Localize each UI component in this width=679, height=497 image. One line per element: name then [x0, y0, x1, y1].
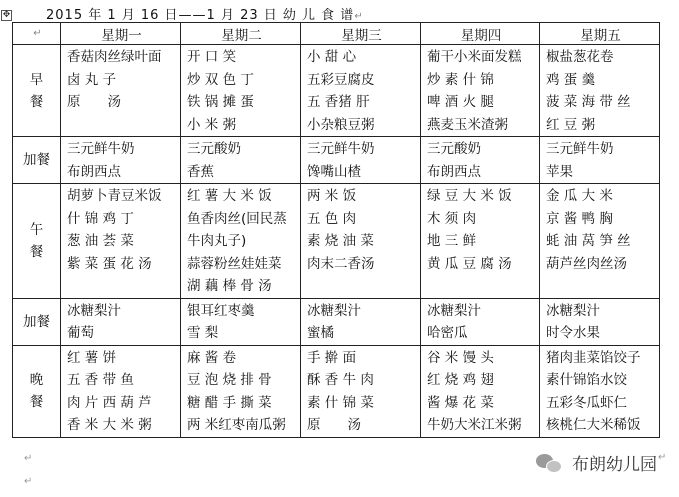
menu-cell: [61, 298, 181, 345]
dish-line: 冰糖梨汁: [67, 302, 121, 319]
menu-cell: [301, 184, 421, 299]
meal-row-snack-morning: [13, 137, 660, 184]
dish-line: 燕麦玉米渣粥: [427, 116, 508, 133]
dish-line: 五 色 肉: [307, 210, 357, 227]
day-header: 星期二: [181, 23, 301, 45]
menu-cell: [421, 45, 540, 137]
dish-line: 黄 瓜 豆 腐 汤: [427, 255, 512, 272]
dish-line: 两 米 饭: [307, 188, 357, 204]
dish-line: 葫芦丝肉丝汤: [546, 255, 627, 272]
dish-line: 两 米红枣南瓜粥: [187, 417, 286, 433]
dish-line: 冰糖梨汁: [307, 302, 361, 319]
meal-label-char: 餐: [29, 394, 44, 410]
menu-cell: [421, 184, 540, 299]
menu-cell: [61, 345, 181, 437]
dish-line: 三元酸奶: [187, 141, 241, 157]
dish-line: 酱 爆 花 菜: [427, 394, 494, 411]
dish-line: 葡萄: [67, 325, 94, 341]
dish-line: 鱼香肉丝(回民蒸: [187, 210, 287, 227]
dish-line: 布朗西点: [427, 163, 481, 180]
meal-label-char: 加餐: [23, 152, 50, 168]
dish-line: 京 酱 鸭 胸: [546, 210, 613, 227]
meal-label-char: 早: [29, 71, 44, 88]
dish-line: 蚝 油 莴 笋 丝: [546, 233, 631, 249]
dish-line: 银耳红枣羹: [187, 302, 255, 319]
dish-line: 香蕉: [187, 163, 214, 180]
menu-cell: [421, 298, 540, 345]
dish-line: 木 须 肉: [427, 210, 477, 227]
dish-line: 红 豆 粥: [546, 116, 596, 133]
dish-line: 手 擀 面: [307, 349, 357, 366]
dish-line: 肉末二香汤: [307, 255, 375, 272]
dish-line: 小 甜 心: [307, 49, 357, 65]
dish-line: 炒 素 什 锦: [427, 71, 494, 88]
menu-cell: [301, 45, 421, 137]
dish-line: 啤 酒 火 腿: [427, 94, 494, 110]
meal-label-char: 晚: [29, 372, 44, 388]
day-header: 星期一: [61, 23, 181, 45]
dish-line: 核桃仁大米稀饭: [546, 417, 641, 433]
meal-label: [13, 345, 61, 437]
dish-line: 炒 双 色 丁: [187, 71, 254, 88]
header-row: [13, 23, 660, 45]
dish-line: 小 米 粥: [187, 116, 237, 133]
dish-line: 五彩冬瓜虾仁: [546, 394, 627, 411]
dish-line: 麻 酱 卷: [187, 349, 237, 366]
dish-line: 绿 豆 大 米 饭: [427, 188, 512, 204]
menu-cell: [181, 345, 301, 437]
dish-line: 糖 醋 手 撕 菜: [187, 394, 272, 411]
meal-label-char: 午: [29, 221, 44, 238]
menu-cell: [181, 184, 301, 299]
meal-label: [13, 137, 61, 184]
menu-cell: [540, 137, 660, 184]
dish-line: 冰糖梨汁: [427, 302, 481, 319]
dish-line: 葡干小米面发糕: [427, 49, 522, 65]
dish-line: 红 薯 大 米 饭: [187, 188, 272, 204]
dish-line: 鸡 蛋 羹: [546, 71, 596, 88]
meal-label: [13, 45, 61, 137]
dish-line: 冰糖梨汁: [546, 302, 600, 319]
menu-cell: [540, 298, 660, 345]
dish-line: 牛奶大米江米粥: [427, 417, 522, 433]
meal-label-char: 餐: [29, 243, 44, 260]
meal-row-breakfast: [13, 45, 660, 137]
menu-cell: [421, 137, 540, 184]
menu-cell: [301, 137, 421, 184]
menu-cell: [421, 345, 540, 437]
dish-line: 湖 藕 棒 骨 汤: [187, 278, 272, 294]
dish-line: 菠 菜 海 带 丝: [546, 94, 631, 110]
menu-cell: [61, 184, 181, 299]
menu-cell: [301, 345, 421, 437]
meal-row-dinner: [13, 345, 660, 437]
dish-line: 什 锦 鸡 丁: [67, 210, 134, 227]
dish-line: 香菇肉丝绿叶面: [67, 49, 162, 65]
dish-line: 哈密瓜: [427, 325, 468, 341]
dish-line: 蒜蓉粉丝娃娃菜: [187, 255, 282, 272]
menu-table: [12, 22, 660, 438]
dish-line: 地 三 鲜: [427, 233, 477, 249]
dish-line: 胡萝卜青豆米饭: [67, 188, 162, 204]
dish-line: 五彩豆腐皮: [307, 71, 375, 88]
dish-line: 三元鲜牛奶: [546, 141, 614, 157]
dish-line: 原 汤: [307, 417, 361, 433]
dish-line: 素 烧 油 菜: [307, 233, 374, 249]
dish-line: 肉 片 西 葫 芦: [67, 394, 152, 411]
dish-line: 开 口 笑: [187, 49, 237, 65]
menu-cell: [301, 298, 421, 345]
day-header: 星期三: [301, 23, 421, 45]
day-header: 星期五: [540, 23, 660, 45]
meal-label-char: 餐: [29, 93, 44, 110]
meal-label: [13, 184, 61, 299]
dish-line: 小杂粮豆粥: [307, 116, 375, 133]
watermark: [536, 450, 657, 475]
menu-cell: [181, 137, 301, 184]
end-mark: ↵: [658, 452, 667, 463]
menu-cell: [181, 45, 301, 137]
dish-line: 葱 油 荟 菜: [67, 233, 134, 249]
wechat-icon: [536, 452, 564, 474]
meal-row-lunch: [13, 184, 660, 299]
dish-line: 时令水果: [546, 325, 600, 341]
corner-cell: ↵: [13, 23, 61, 45]
menu-cell: [540, 45, 660, 137]
day-header: 星期四: [421, 23, 540, 45]
dish-line: 雪 梨: [187, 325, 219, 341]
page-title: 2015 年 1 月 16 日——1 月 23 日 幼 儿 食 谱↵: [46, 8, 364, 23]
dish-line: 牛肉丸子): [187, 233, 247, 249]
dish-line: 素什锦馅水饺: [546, 372, 627, 388]
dish-line: 素 什 锦 菜: [307, 394, 374, 411]
end-mark: ↵: [24, 476, 33, 487]
menu-cell: [61, 137, 181, 184]
dish-line: 布朗西点: [67, 163, 121, 180]
dish-line: 豆 泡 烧 排 骨: [187, 372, 272, 388]
dish-line: 五 香 带 鱼: [67, 372, 134, 388]
table-move-handle[interactable]: ✥: [2, 10, 11, 20]
dish-line: 三元鲜牛奶: [307, 141, 375, 157]
menu-cell: [61, 45, 181, 137]
dish-line: 谷 米 馒 头: [427, 349, 494, 366]
menu-cell: [540, 184, 660, 299]
dish-line: 金 瓜 大 米: [546, 188, 613, 204]
menu-cell: [540, 345, 660, 437]
dish-line: 香 米 大 米 粥: [67, 417, 152, 433]
dish-line: 酥 香 牛 肉: [307, 372, 374, 388]
dish-line: 铁 锅 摊 蛋: [187, 94, 254, 110]
dish-line: 卤 丸 子: [67, 71, 117, 88]
dish-line: 原 汤: [67, 94, 121, 110]
dish-line: 苹果: [546, 163, 573, 180]
dish-line: 红 薯 饼: [67, 349, 117, 366]
dish-line: 三元鲜牛奶: [67, 141, 135, 157]
dish-line: 三元酸奶: [427, 141, 481, 157]
watermark-text: 布朗幼儿园: [572, 455, 657, 475]
dish-line: 红 烧 鸡 翅: [427, 372, 494, 388]
end-mark: ↵: [24, 453, 33, 464]
dish-line: 馋嘴山楂: [307, 163, 361, 180]
dish-line: 蜜橘: [307, 325, 334, 341]
meal-label: [13, 298, 61, 345]
dish-line: 猪肉韭菜馅饺子: [546, 349, 641, 366]
dish-line: 椒盐葱花卷: [546, 49, 614, 65]
dish-line: 紫 菜 蛋 花 汤: [67, 255, 152, 272]
meal-row-snack-afternoon: [13, 298, 660, 345]
menu-cell: [181, 298, 301, 345]
dish-line: 五 香猪 肝: [307, 94, 370, 110]
meal-label-char: 加餐: [23, 313, 50, 330]
